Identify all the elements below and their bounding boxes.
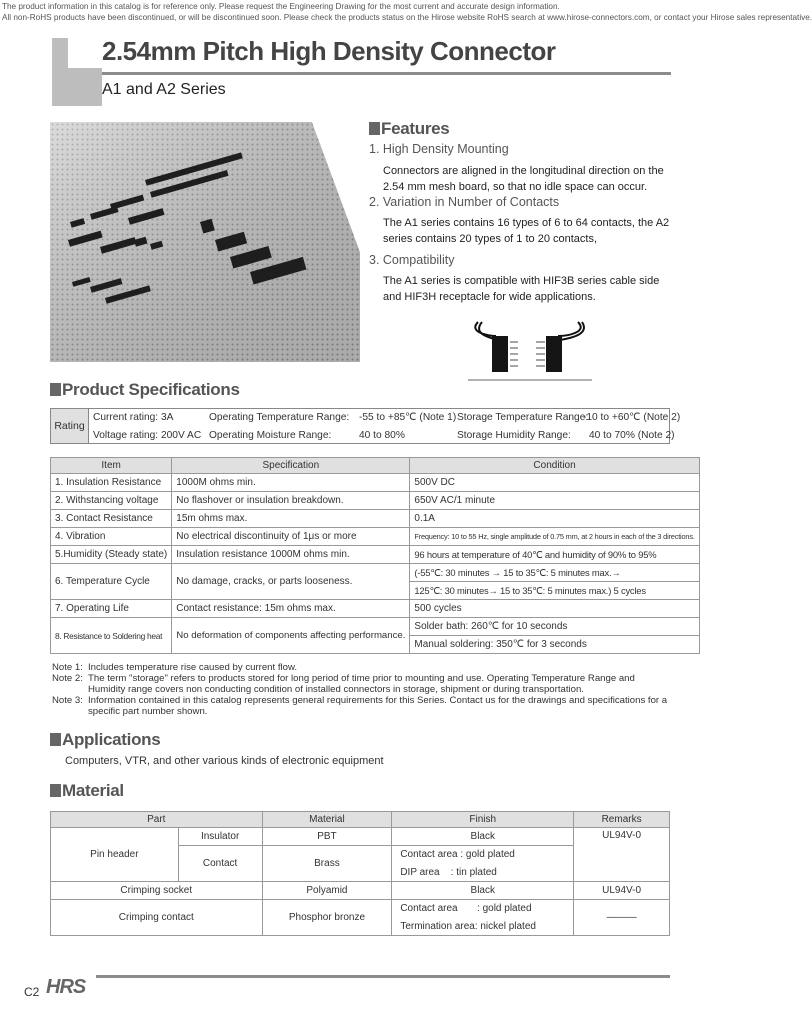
series-subtitle: A1 and A2 Series <box>102 81 226 98</box>
feature-2-title: 2. Variation in Number of Contacts <box>369 195 560 209</box>
notes-block <box>52 662 672 717</box>
features-heading: Features <box>369 119 449 139</box>
spec-condition: 0.1A <box>410 510 699 528</box>
spec-item: 8. Resistance to Soldering heat <box>51 618 172 654</box>
table-row <box>51 492 700 510</box>
note-3: Note 3: Information contained in this catalog represents general requirements for this Series. Contact us for the drawings and specifications for a specific part number shown. <box>52 695 668 717</box>
finish-value: Black <box>392 882 574 900</box>
table-row <box>51 564 700 582</box>
spec-item: 4. Vibration <box>51 528 172 546</box>
spec-value: No electrical discontinuity of 1μs or more <box>172 528 410 546</box>
table-row <box>51 510 700 528</box>
material-value: Polyamid <box>262 882 392 900</box>
column-header: Part <box>51 812 263 828</box>
page-number: C2 <box>24 985 40 999</box>
spec-condition: 96 hours at temperature of 40℃ and humidity of 90% to 95% <box>410 546 699 564</box>
remarks-value: UL94V-0 <box>574 828 670 882</box>
finish-value: DIP area : tin plated <box>392 864 574 882</box>
specifications-table <box>50 457 700 654</box>
spec-item: 2. Withstancing voltage <box>51 492 172 510</box>
spec-item: 5.Humidity (Steady state) <box>51 546 172 564</box>
spec-item: 3. Contact Resistance <box>51 510 172 528</box>
column-header: Condition <box>410 458 699 474</box>
feature-1-title: 1. High Density Mounting <box>369 142 509 156</box>
product-photo <box>50 122 360 362</box>
table-header-row <box>51 458 700 474</box>
cable-connector-image <box>468 322 592 382</box>
column-header: Finish <box>392 812 574 828</box>
footer-divider <box>96 975 670 978</box>
sub-part: Insulator <box>178 828 262 846</box>
op-moisture-value: 40 to 80% <box>359 430 405 441</box>
finish-value: Termination area: nickel plated <box>392 918 574 936</box>
applications-heading: Applications <box>50 730 160 750</box>
page-title: 2.54mm Pitch High Density Connector <box>102 36 556 66</box>
hrs-logo: HRS <box>46 976 86 998</box>
material-value: Phosphor bronze <box>262 900 392 936</box>
table-row <box>51 474 700 492</box>
notice-banner <box>2 2 812 23</box>
note-1: Note 1: Includes temperature rise caused by current flow. <box>52 662 298 673</box>
current-rating: Current rating: 3A <box>93 412 174 423</box>
material-value: Brass <box>262 846 392 882</box>
voltage-rating: Voltage rating: 200V AC <box>93 430 202 441</box>
spec-condition: Manual soldering: 350℃ for 3 seconds <box>410 636 699 654</box>
spec-condition: Frequency: 10 to 55 Hz, single amplitude of 0.75 mm, at 2 hours in each of the 3 directions. <box>410 528 699 546</box>
spec-item: 6. Temperature Cycle <box>51 564 172 600</box>
finish-value: Contact area : gold plated <box>392 900 574 918</box>
spec-value: No damage, cracks, or parts looseness. <box>172 564 410 600</box>
applications-text: Computers, VTR, and other various kinds of electronic equipment <box>65 755 384 767</box>
spec-condition: 125℃: 30 minutes→ 15 to 35℃: 5 minutes max.) 5 cycles <box>410 582 699 600</box>
feature-3-body: The A1 series is compatible with HIF3B series cable side and HIF3H receptacle for wide applications. <box>383 275 660 303</box>
spec-value: Insulation resistance 1000M ohms min. <box>172 546 410 564</box>
table-row <box>51 900 670 918</box>
table-row <box>51 528 700 546</box>
part-name: Crimping socket <box>51 882 263 900</box>
column-header: Remarks <box>574 812 670 828</box>
storage-temp-value: -10 to +60℃ (Note 2) <box>583 412 681 423</box>
column-header: Specification <box>172 458 410 474</box>
table-row <box>51 882 670 900</box>
table-row <box>51 546 700 564</box>
spec-condition: Solder bath: 260℃ for 10 seconds <box>410 618 699 636</box>
part-name: Crimping contact <box>51 900 263 936</box>
table-header-row <box>51 812 670 828</box>
rating-box <box>50 408 681 444</box>
spec-value: 1000M ohms min. <box>172 474 410 492</box>
feature-3-title: 3. Compatibility <box>369 253 455 267</box>
notice-line-1: The product information in this catalog is for reference only. Please request the Engineering Drawing for the most current and accurate design information. <box>2 2 560 11</box>
finish-value: Contact area : gold plated <box>392 846 574 864</box>
column-header: Material <box>262 812 392 828</box>
part-name: Pin header <box>51 828 179 882</box>
spec-value: Contact resistance: 15m ohms max. <box>172 600 410 618</box>
op-temp-label: Operating Temperature Range: <box>209 412 350 423</box>
material-value: PBT <box>262 828 392 846</box>
table-row <box>51 600 700 618</box>
spec-value: No deformation of components affecting performance. <box>172 618 410 654</box>
spec-condition: (-55℃: 30 minutes → 15 to 35℃: 5 minutes max.→ <box>410 564 699 582</box>
remarks-value: ——— <box>574 900 670 936</box>
material-heading: Material <box>50 781 124 801</box>
table-row <box>51 828 670 846</box>
feature-1-body: Connectors are aligned in the longitudinal direction on the 2.54 mm mesh board, so that no idle space can occur. <box>383 165 664 193</box>
feature-2-body: The A1 series contains 16 types of 6 to 64 contacts, the A2 series contains 20 types of 1 to 20 contacts, <box>383 217 670 245</box>
spec-item: 7. Operating Life <box>51 600 172 618</box>
column-header: Item <box>51 458 172 474</box>
op-temp-value: -55 to +85℃ (Note 1) <box>359 412 457 423</box>
spec-value: 15m ohms max. <box>172 510 410 528</box>
spec-condition: 500V DC <box>410 474 699 492</box>
remarks-value: UL94V-0 <box>574 882 670 900</box>
storage-humidity-value: 40 to 70% (Note 2) <box>589 430 675 441</box>
spec-condition: 650V AC/1 minute <box>410 492 699 510</box>
spec-item: 1. Insulation Resistance <box>51 474 172 492</box>
product-specifications-heading: Product Specifications <box>50 380 240 400</box>
storage-temp-label: Storage Temperature Range: <box>457 412 589 423</box>
table-row <box>51 618 700 636</box>
spec-value: No flashover or insulation breakdown. <box>172 492 410 510</box>
notice-line-2: All non-RoHS products have been discontinued, or will be discontinued soon. Please check the products status on the Hirose website RoHS search at www.hirose-connectors.com, or contact your Hirose sales representative. <box>2 12 812 22</box>
sub-part: Contact <box>178 846 262 882</box>
rating-label: Rating <box>51 409 89 443</box>
storage-humidity-label: Storage Humidity Range: <box>457 430 571 441</box>
spec-condition: 500 cycles <box>410 600 699 618</box>
op-moisture-label: Operating Moisture Range: <box>209 430 332 441</box>
material-table <box>50 811 670 936</box>
finish-value: Black <box>392 828 574 846</box>
title-divider <box>102 72 671 75</box>
note-2: Note 2: The term "storage" refers to products stored for long period of time prior to mounting and use. Operating Temperature Range and Humidity range covers non conducting condition of installed connectors in storage, shipment or during transportation. <box>52 673 635 695</box>
